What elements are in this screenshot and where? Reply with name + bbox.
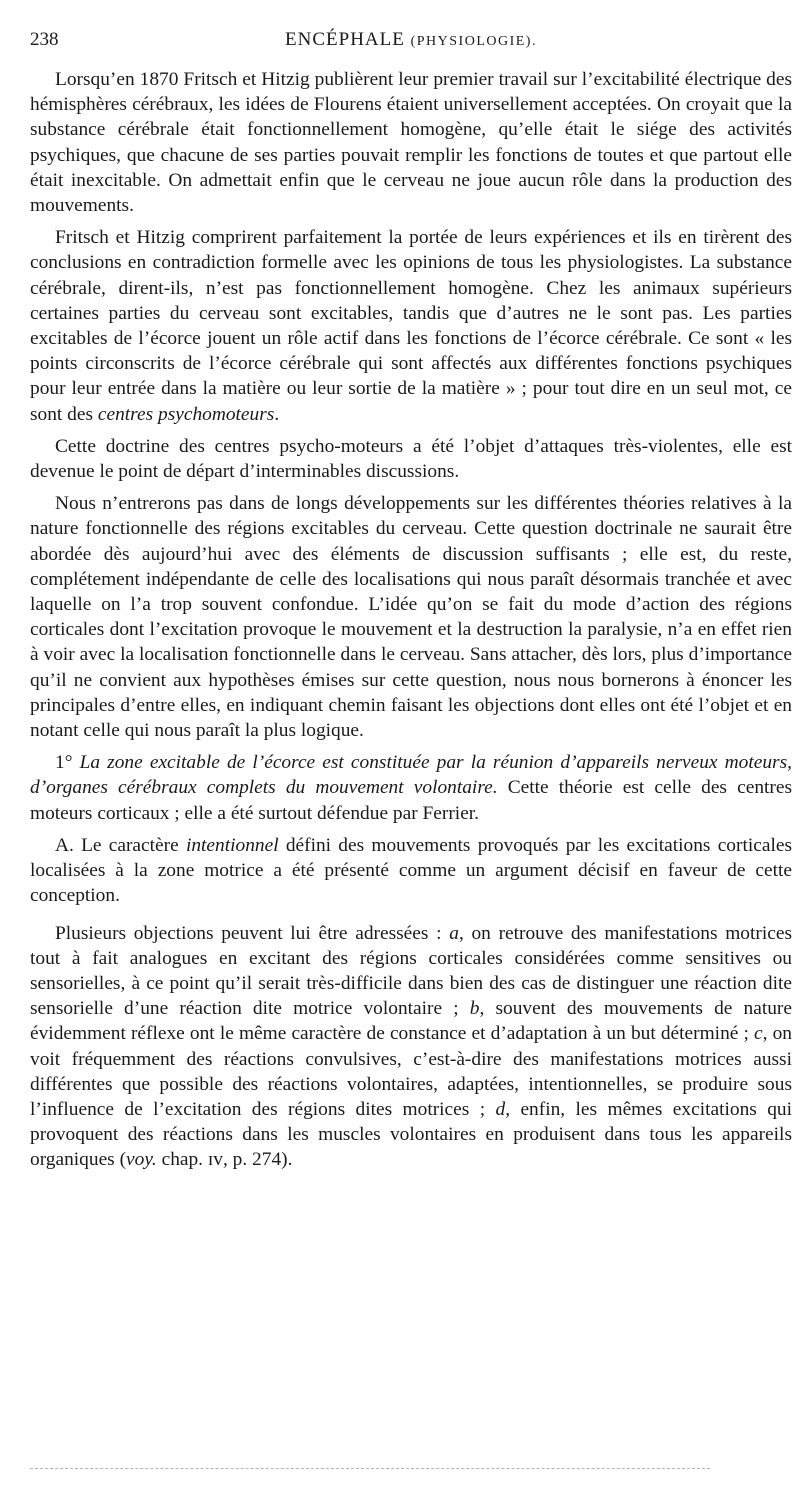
paragraph-7	[30, 921, 792, 1173]
page-header	[30, 28, 792, 52]
paragraph-text: 1°	[55, 752, 80, 774]
paragraph-5	[30, 750, 792, 826]
paragraph-text: Fritsch et Hitzig comprirent parfaitement la portée de leurs expériences et ils en tirèrent des conclusions en contradiction formelle avec les opinions de tous les physiologistes. La substance cérébrale, dirent-ils, n’est pas fonctionnellement homogène. Chez les animaux supérieurs certaines parties du cerveau sont excitables, tandis que d’autres ne le sont pas. Les parties excitables de l’écorce jouent un rôle actif dans les fonctions de l’écorce cérébrale. Ce sont « les points circonscrits de l’écorce cérébrale qui sont affectés aux différentes fonctions psychiques pour leur entrée dans la matière ou leur sortie de la matière » ; pour tout dire en un seul mot, ce sont des	[30, 227, 792, 425]
book-page	[30, 28, 792, 1173]
italic-thesis: La zone excitable de l’écorce est constituée par la réunion d’appareils nerveux moteurs, d’organes cérébraux complets du mouvement volontaire.	[30, 752, 792, 799]
paragraph-text: , on voit fréquemment des réactions convulsives, c’est-à-dire des manifestations motrices aussi différentes que possible des réactions volontaires, adaptées, intentionnelles, se produire sous l’influence de l’excitation des régions dites motrices ;	[30, 1023, 792, 1120]
italic-letter: c	[754, 1023, 763, 1045]
italic-abbrev: voy.	[126, 1149, 157, 1171]
page-body	[30, 67, 792, 1173]
paragraph-text: défini des mouvements provoqués par les excitations corticales localisées à la zone motrice a été présenté comme un argument décisif en faveur de cette conception.	[30, 834, 792, 907]
running-head-title: ENCÉPHALE	[285, 29, 405, 50]
paragraph-text: .	[274, 403, 280, 425]
footer-dashed-rule	[30, 1468, 710, 1469]
italic-term: centres psychomoteurs	[97, 403, 275, 425]
italic-term: intentionnel	[185, 834, 279, 856]
paragraph-1	[30, 67, 792, 218]
paragraph-text: , on retrouve des manifestations motrices tout à fait analogues en excitant des régions corticales considérées comme sensitives ou sensorielles, à ce point qu’il serait très-difficile dans bien des cas de distinguer une réaction dite sensorielle d’une réaction dite motrice volontaire ;	[30, 922, 792, 1020]
paragraph-text: A. Le caractère	[55, 834, 186, 856]
paragraph-text: , souvent des mouvements de nature évidemment réflexe ont le même caractère de constance et d’adaptation à un but déterminé ;	[30, 998, 792, 1045]
italic-letter: b	[469, 998, 480, 1020]
paragraph-text: Cette théorie est celle des centres moteurs corticaux ; elle a été surtout défendue par Ferrier.	[30, 777, 793, 824]
italic-letter: a	[449, 922, 459, 944]
italic-letter: d	[495, 1098, 506, 1120]
paragraph-6	[30, 833, 792, 909]
paragraph-3	[30, 434, 792, 484]
paragraph-text: chap. ɪᴠ, p. 274).	[156, 1149, 293, 1171]
running-head-subtitle: (PHYSIOLOGIE).	[410, 34, 537, 49]
running-head	[30, 28, 792, 54]
paragraph-text: Cette doctrine des centres psycho-moteurs a été l’objet d’attaques très-violentes, elle est devenue le point de départ d’interminables discussions.	[30, 435, 792, 483]
paragraph-text: , enfin, les mêmes excitations qui provoquent des réactions dans les muscles volontaires en produisent dans tous les appareils organiques (	[30, 1098, 792, 1171]
paragraph-text: Lorsqu’en 1870 Fritsch et Hitzig publièrent leur premier travail sur l’excitabilité électrique des hémisphères cérébraux, les idées de Flourens étaient universellement acceptées. On croyait que la substance cérébrale était fonctionnellement homogène, qu’elle était le siége des activités psychiques, que chacune de ses parties pouvait remplir les fonctions de toutes et que partout elle était inexcitable. On admettait enfin que le cerveau ne joue aucun rôle dans la production des mouvements.	[30, 69, 792, 217]
paragraph-2	[30, 225, 792, 427]
paragraph-4	[30, 491, 792, 743]
page-number: 238	[30, 29, 59, 50]
paragraph-text: Nous n’entrerons pas dans de longs développements sur les différentes théories relatives à la nature fonctionnelle des régions excitables du cerveau. Cette question doctrinale ne saurait être abordée dès aujourd’hui avec des éléments de discussion suffisants ; elle est, du reste, complétement indépendante de celle des localisations qui nous paraît désormais tranchée et avec laquelle on l’a trop souvent confondue. L’idée qu’on se fait du mode d’action des régions corticales dont l’excitation provoque le mouvement et la destruction la paralysie, n’a en effet rien à voir avec la localisation fonctionnelle dans le cerveau. Sans attacher, dès lors, plus d’importance qu’il ne convient aux hypothèses émises sur cette question, nous nous bornerons à énoncer les principales d’entre elles, en indiquant chemin faisant les objections dont elles ont été l’objet et en notant celle qui nous paraît la plus logique.	[30, 493, 792, 742]
paragraph-text: Plusieurs objections peuvent lui être adressées :	[55, 922, 450, 944]
